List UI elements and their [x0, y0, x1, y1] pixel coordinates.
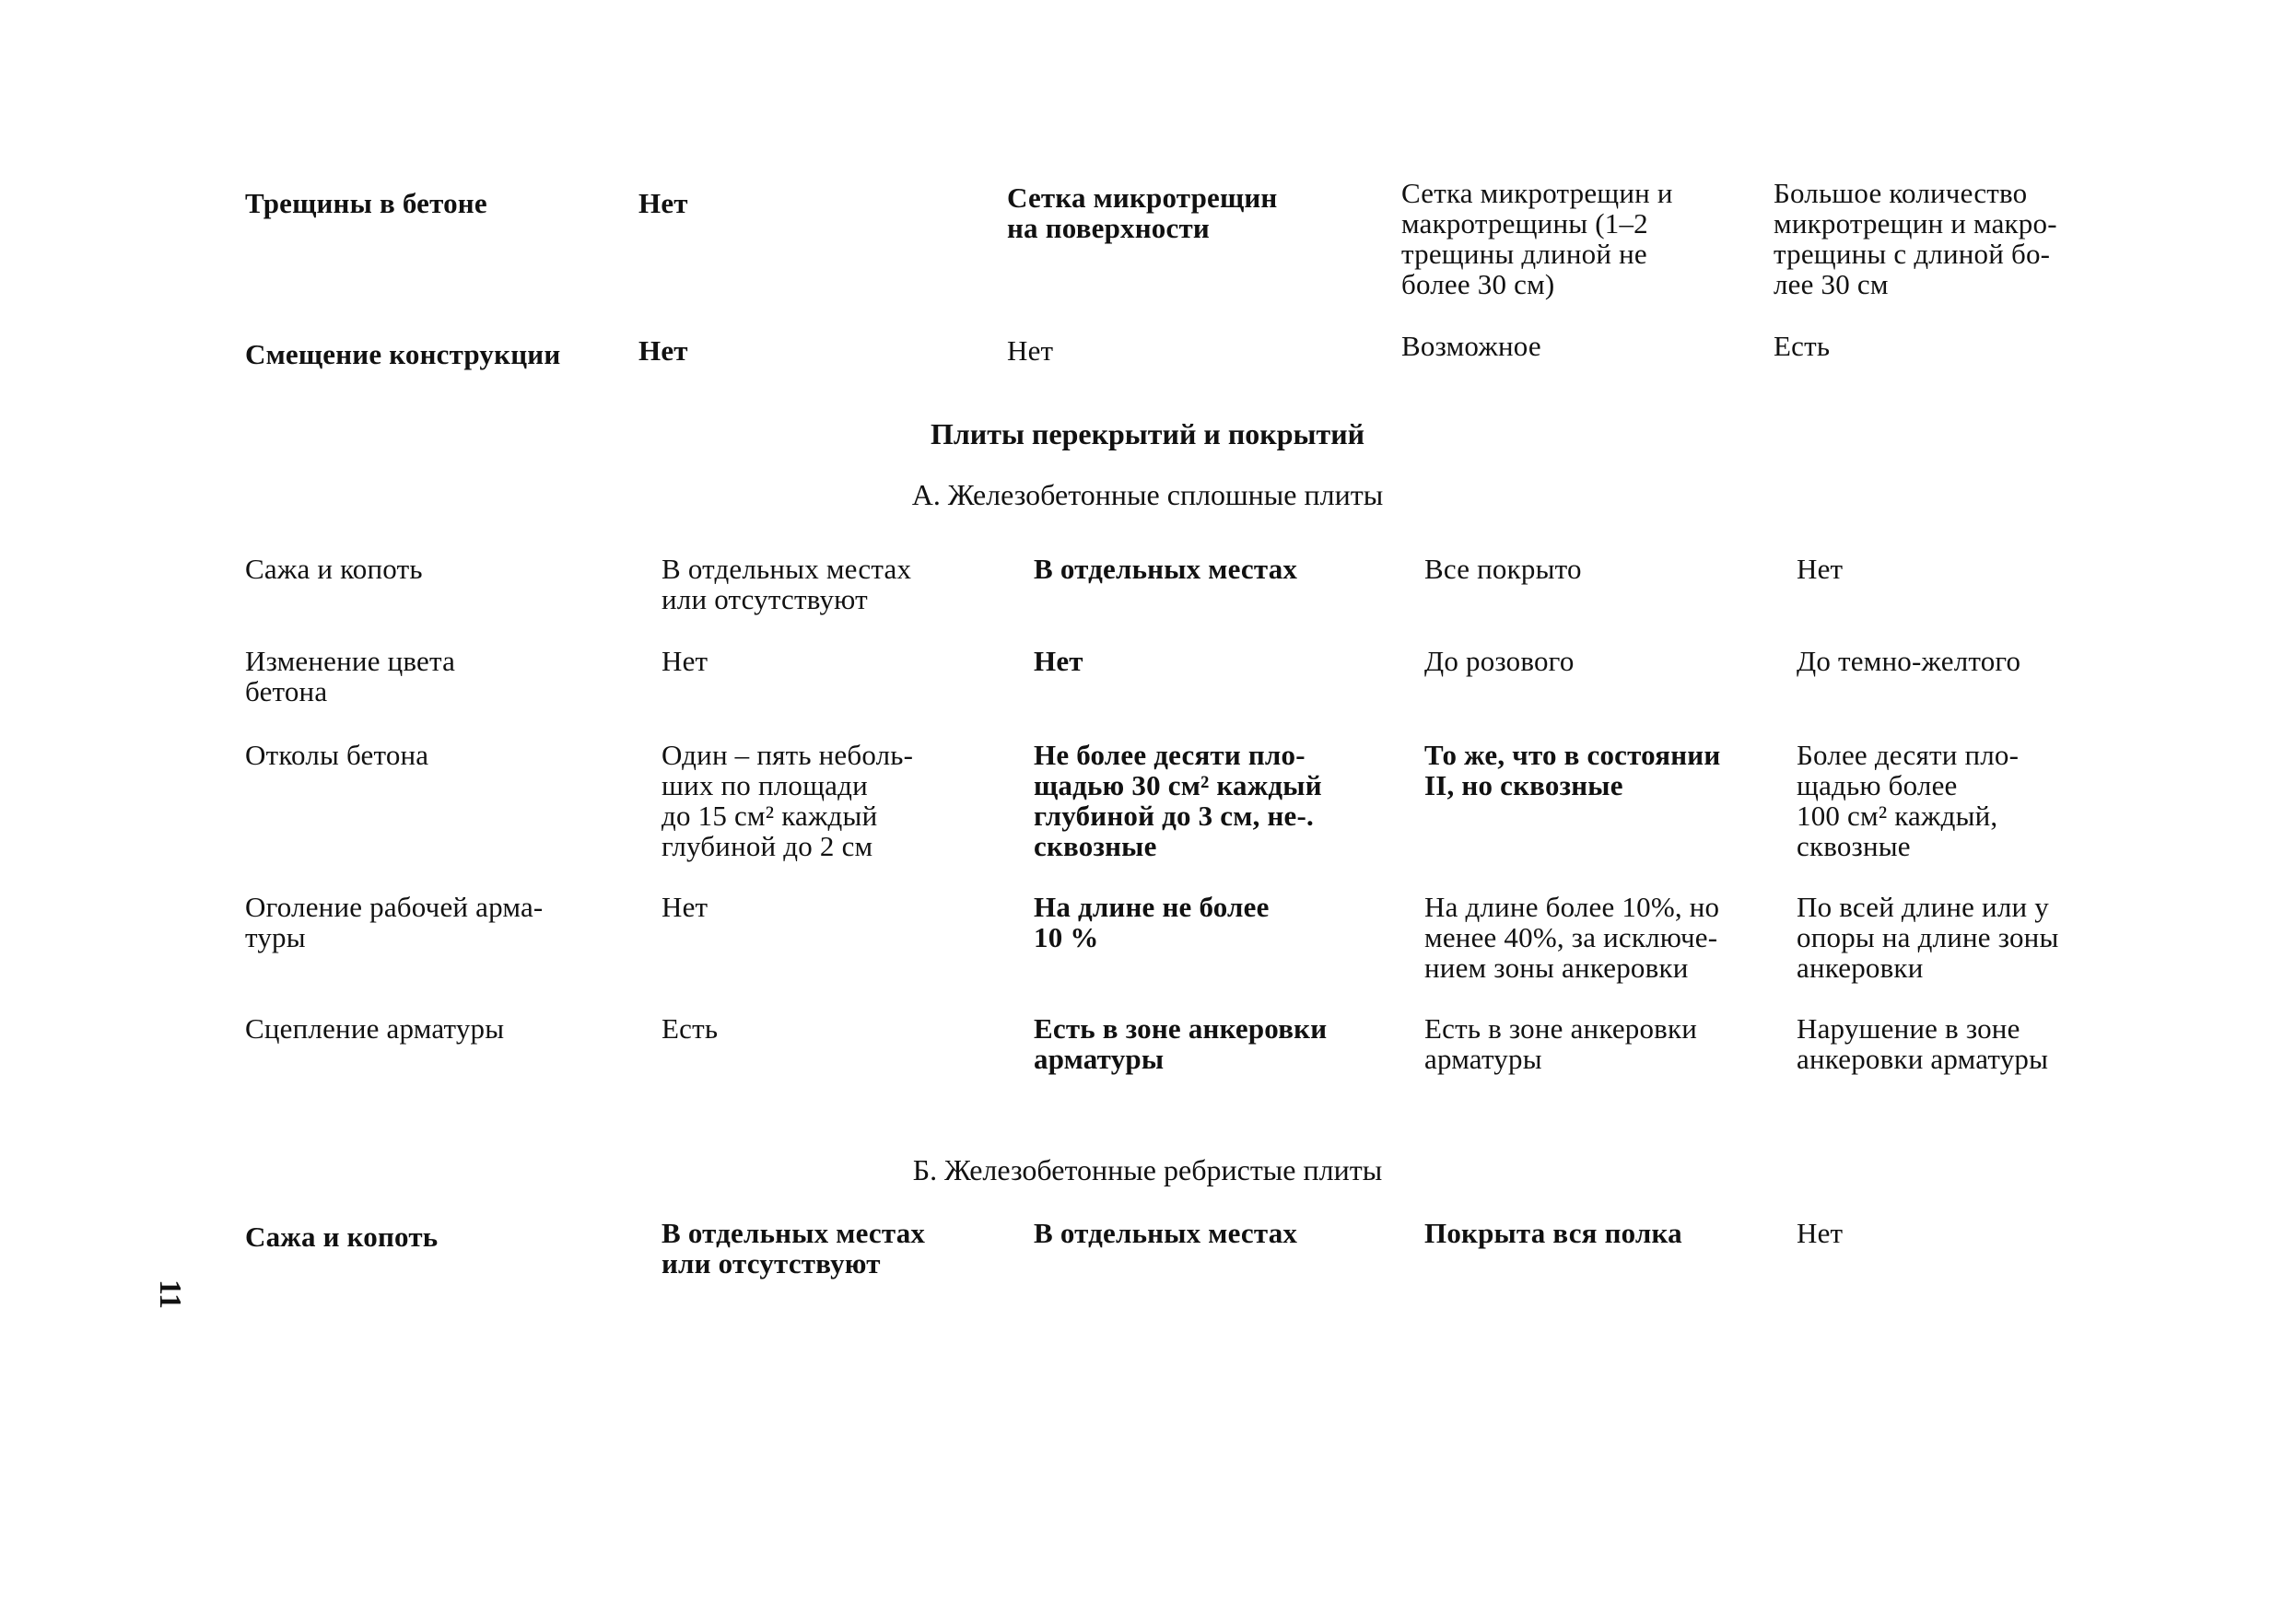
- state-2-cell: В отдельных местах: [1034, 553, 1298, 585]
- subsection-a-title: А. Железобетонные сплошные плиты: [911, 478, 1384, 511]
- state-4-cell: Большое количество микротрещин и макро- трещины с длиной бо- лее 30 см: [1774, 177, 2057, 300]
- section-title: Плиты перекрытий и покрытий: [930, 417, 1365, 450]
- state-2-cell: Нет: [1034, 645, 1083, 677]
- state-1-cell: В отдельных местах или отсутствуют: [662, 553, 912, 615]
- state-3-cell: То же, что в состоянии II, но сквозные: [1424, 739, 1721, 801]
- state-3-cell: Все покрыто: [1424, 553, 1582, 585]
- state-1-cell: Есть: [662, 1012, 719, 1045]
- state-3-cell: До розового: [1424, 645, 1575, 677]
- row-label: Трещины в бетоне: [245, 187, 487, 219]
- row-label: Отколы бетона: [245, 739, 429, 771]
- state-1-cell: Один – пять неболь- ших по площади до 15 см² каждый глубиной до 2 см: [662, 739, 914, 862]
- state-2-cell: Нет: [1007, 334, 1054, 367]
- row-label: Сажа и копоть: [245, 553, 423, 585]
- page-number: 11: [153, 1279, 188, 1310]
- state-4-cell: Нет: [1797, 553, 1844, 585]
- row-label: Сажа и копоть: [245, 1221, 439, 1253]
- state-2-cell: В отдельных местах: [1034, 1217, 1298, 1249]
- state-4-cell: До темно-желтого: [1797, 645, 2021, 677]
- state-4-cell: Нарушение в зоне анкеровки арматуры: [1797, 1012, 2049, 1075]
- state-3-cell: Покрыта вся полка: [1424, 1217, 1682, 1249]
- state-3-cell: Возможное: [1401, 330, 1541, 362]
- state-3-cell: На длине более 10%, но менее 40%, за исключе- нием зоны анкеровки: [1424, 891, 1720, 984]
- state-1-cell: В отдельных местах или отсутствуют: [662, 1217, 926, 1279]
- state-4-cell: По всей длине или у опоры на длине зоны анкеровки: [1797, 891, 2059, 984]
- subsection-b-title: Б. Железобетонные ребристые плиты: [912, 1153, 1383, 1186]
- state-3-cell: Есть в зоне анкеровки арматуры: [1424, 1012, 1698, 1075]
- state-1-cell: Нет: [662, 891, 708, 923]
- state-4-cell: Более десяти пло- щадью более 100 см² каждый, сквозные: [1797, 739, 2020, 862]
- row-label: Изменение цвета бетона: [245, 645, 456, 707]
- state-2-cell: На длине не более 10 %: [1034, 891, 1270, 953]
- state-4-cell: Есть: [1774, 330, 1831, 362]
- state-1-cell: Нет: [638, 334, 688, 367]
- state-2-cell: Сетка микротрещин на поверхности: [1007, 181, 1278, 244]
- state-2-cell: Не более десяти пло- щадью 30 см² каждый глубиной до 3 см, не-. сквозные: [1034, 739, 1322, 862]
- state-1-cell: Нет: [638, 187, 688, 219]
- row-label: Смещение конструкции: [245, 338, 561, 370]
- row-label: Оголение рабочей арма- туры: [245, 891, 544, 953]
- state-1-cell: Нет: [662, 645, 708, 677]
- row-label: Сцепление арматуры: [245, 1012, 505, 1045]
- state-2-cell: Есть в зоне анкеровки арматуры: [1034, 1012, 1328, 1075]
- state-4-cell: Нет: [1797, 1217, 1844, 1249]
- state-3-cell: Сетка микротрещин и макротрещины (1–2 трещины длиной не более 30 см): [1401, 177, 1673, 300]
